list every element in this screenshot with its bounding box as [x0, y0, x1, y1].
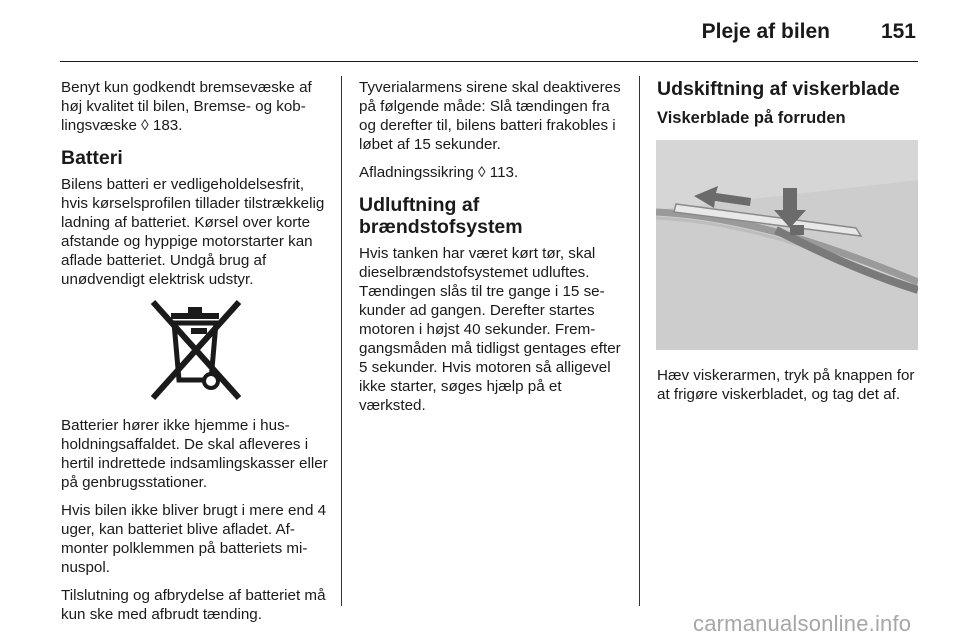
column-divider-2	[639, 76, 640, 606]
wiper-blade-illustration	[656, 140, 918, 350]
fuel-system-paragraph: Hvis tanken har været kørt tør, skal dieselbrændstofsystemet udluftes. Tændingen slås til tre gange i 15 sekunder ad gangen. Derefter startes motoren i højst 40 sekunder. Fremgangsmåden må tidligst gentages efter 5 sekunder. Hvis motoren så alligevel ikke starter, søges hjælp på et værksted.	[359, 245, 621, 414]
battery-paragraph-1: Bilens batteri er vedligeholdelsesfrit, hvis kørselsprofilen tillader tilstrækkelig ladning af batteriet. Kørsel over korte afstande og hyppige motorstarter kan aflade batteriet. Undgå brug af unødvendigt elektrisk udstyr.	[61, 176, 325, 288]
battery-paragraph-4: Tilslutning og afbrydelse af batteriet må kun ske med afbrudt tænding.	[61, 587, 326, 623]
wiper-subheading: Viskerblade på forruden	[657, 109, 846, 127]
wiper-paragraph: Hæv viskerarmen, tryk på knappen for at frigøre viskerbladet, og tag det af.	[657, 367, 915, 403]
column-1	[61, 78, 329, 633]
wiper-heading: Udskiftning af viskerblade	[657, 78, 900, 100]
page-header-title: Pleje af bilen	[701, 20, 830, 43]
alarm-paragraph-1: Tyverialarmens sirene skal deaktiveres på følgende måde: Slå tændingen fra og derefter til, bilens batteri frakobles i løbet af 15 sekunder.	[359, 79, 621, 153]
battery-paragraph-2: Batterier hører ikke hjemme i husholdningsaffaldet. De skal afleveres i hertil indrettede indsamlingskasser eller på genbrugsstationer.	[61, 417, 328, 491]
alarm-paragraph-2: Afladningssikring ◊ 113.	[359, 164, 519, 181]
column-2	[359, 78, 629, 424]
brake-fluid-paragraph: Benyt kun godkendt bremsevæske af høj kvalitet til bilen, Bremse- og koblingsvæske ◊ 183.	[61, 79, 312, 134]
column-divider-1	[341, 76, 342, 606]
fuel-system-heading: Udluftning af brændstofsystem	[359, 194, 523, 238]
battery-heading: Batteri	[61, 147, 123, 169]
battery-paragraph-3: Hvis bilen ikke bliver brugt i mere end 4 uger, kan batteriet blive afladet. Afmonter polklemmen på batteriets minuspol.	[61, 502, 327, 576]
header-rule	[60, 61, 918, 62]
watermark-link[interactable]: carmanualsonline.info	[693, 611, 912, 636]
column-3	[657, 78, 925, 413]
page-number: 151	[880, 20, 916, 43]
crossed-out-wheelie-bin-icon	[61, 298, 329, 400]
